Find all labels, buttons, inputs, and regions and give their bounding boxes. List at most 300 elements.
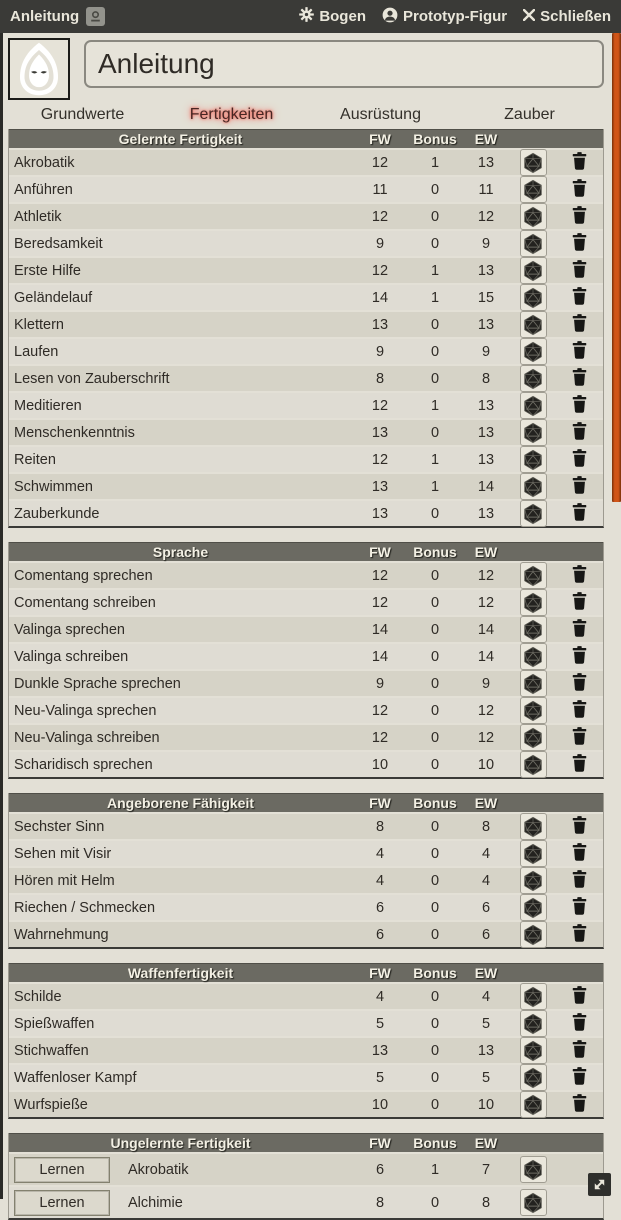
delete-skill-button[interactable] [572, 1040, 587, 1058]
roll-dice-button[interactable] [520, 1189, 547, 1216]
skill-ew-value: 8 [462, 1195, 510, 1211]
roll-dice-button[interactable] [520, 670, 547, 697]
column-header-ew: EW [462, 965, 510, 981]
roll-dice-button[interactable] [520, 894, 547, 921]
trash-icon [572, 368, 587, 386]
d20-dice-icon [522, 314, 544, 336]
skill-bonus-value: 0 [408, 846, 462, 862]
trash-icon [572, 206, 587, 224]
roll-dice-button[interactable] [520, 338, 547, 365]
skill-ew-value: 13 [462, 1043, 510, 1059]
trash-icon [572, 179, 587, 197]
roll-dice-button[interactable] [520, 1064, 547, 1091]
d20-dice-icon [522, 700, 544, 722]
roll-dice-button[interactable] [520, 203, 547, 230]
delete-skill-button[interactable] [572, 816, 587, 834]
delete-skill-button[interactable] [572, 673, 587, 691]
close-icon [523, 8, 535, 25]
tab-ausruestung[interactable]: Ausrüstung [306, 104, 455, 126]
skill-ew-value: 10 [462, 757, 510, 773]
delete-skill-button[interactable] [572, 152, 587, 170]
skill-fw-value: 9 [352, 676, 408, 692]
roll-dice-button[interactable] [520, 983, 547, 1010]
skill-row [9, 841, 603, 866]
skill-ew-value: 4 [462, 846, 510, 862]
column-header-bonus: Bonus [408, 131, 462, 147]
d20-dice-icon [522, 422, 544, 444]
skill-name: Hören mit Helm [14, 873, 115, 889]
skill-fw-value: 12 [352, 568, 408, 584]
skill-row [9, 231, 603, 256]
delete-skill-button[interactable] [572, 395, 587, 413]
skill-fw-value: 4 [352, 989, 408, 1005]
delete-skill-button[interactable] [572, 619, 587, 637]
sheet-button-label: Bogen [319, 8, 366, 25]
delete-skill-button[interactable] [572, 646, 587, 664]
d20-dice-icon [522, 986, 544, 1008]
column-header-fw: FW [352, 795, 408, 811]
skill-fw-value: 12 [352, 263, 408, 279]
roll-dice-button[interactable] [520, 230, 547, 257]
skill-ew-value: 8 [462, 371, 510, 387]
roll-dice-button[interactable] [520, 867, 547, 894]
skill-fw-value: 4 [352, 846, 408, 862]
delete-skill-button[interactable] [572, 476, 587, 494]
skill-name: Neu-Valinga sprechen [14, 703, 156, 719]
skill-row [9, 339, 603, 364]
delete-skill-button[interactable] [572, 233, 587, 251]
column-header-bonus: Bonus [408, 795, 462, 811]
skill-row [9, 814, 603, 839]
skill-bonus-value: 1 [408, 479, 462, 495]
skill-ew-value: 12 [462, 703, 510, 719]
character-select-button[interactable] [382, 7, 507, 27]
delete-skill-button[interactable] [572, 924, 587, 942]
d20-dice-icon [522, 449, 544, 471]
skill-fw-value: 5 [352, 1070, 408, 1086]
sheet-content [0, 33, 621, 1220]
d20-dice-icon [522, 152, 544, 174]
skill-name: Sechster Sinn [14, 819, 104, 835]
d20-dice-icon [522, 1094, 544, 1116]
column-header-fw: FW [352, 965, 408, 981]
window-left-border [0, 33, 3, 1199]
column-header-ew: EW [462, 131, 510, 147]
d20-dice-icon [522, 727, 544, 749]
roll-dice-button[interactable] [520, 365, 547, 392]
roll-dice-button[interactable] [520, 616, 547, 643]
skill-section [8, 542, 604, 779]
skill-bonus-value: 0 [408, 425, 462, 441]
d20-dice-icon [522, 287, 544, 309]
skill-ew-value: 12 [462, 595, 510, 611]
skill-fw-value: 12 [352, 452, 408, 468]
trash-icon [572, 700, 587, 718]
skill-row [9, 366, 603, 391]
sheet-settings-button[interactable] [299, 7, 366, 26]
skill-fw-value: 14 [352, 622, 408, 638]
skill-bonus-value: 0 [408, 209, 462, 225]
d20-dice-icon [522, 233, 544, 255]
skill-fw-value: 12 [352, 155, 408, 171]
skill-name: Wahrnehmung [14, 927, 109, 943]
skill-section [8, 793, 604, 949]
window-title: Anleitung [10, 8, 79, 25]
skill-ew-value: 9 [462, 676, 510, 692]
skill-fw-value: 14 [352, 649, 408, 665]
skill-row [9, 725, 603, 750]
column-header-bonus: Bonus [408, 544, 462, 560]
skill-name: Athletik [14, 209, 62, 225]
skill-row [9, 752, 603, 777]
skill-bonus-value: 0 [408, 595, 462, 611]
skill-fw-value: 9 [352, 236, 408, 252]
skill-name: Neu-Valinga schreiben [14, 730, 160, 746]
skill-row [9, 1038, 603, 1063]
skill-row [9, 393, 603, 418]
skill-row [9, 922, 603, 947]
character-sheet-badge-icon [86, 7, 105, 26]
skill-fw-value: 13 [352, 506, 408, 522]
skill-ew-value: 4 [462, 873, 510, 889]
skill-ew-value: 13 [462, 452, 510, 468]
skill-ew-value: 13 [462, 398, 510, 414]
trash-icon [572, 1013, 587, 1031]
skill-row [9, 671, 603, 696]
roll-dice-button[interactable] [520, 176, 547, 203]
trash-icon [572, 395, 587, 413]
d20-dice-icon [522, 341, 544, 363]
skill-bonus-value: 0 [408, 927, 462, 943]
trash-icon [572, 1040, 587, 1058]
skill-ew-value: 8 [462, 819, 510, 835]
trash-icon [572, 754, 587, 772]
roll-dice-button[interactable] [520, 284, 547, 311]
skill-fw-value: 6 [352, 927, 408, 943]
roll-dice-button[interactable] [520, 589, 547, 616]
d20-dice-icon [522, 1192, 544, 1214]
delete-skill-button[interactable] [572, 870, 587, 888]
close-button[interactable] [523, 8, 611, 25]
skill-name: Comentang sprechen [14, 568, 153, 584]
skill-name: Riechen / Schmecken [14, 900, 155, 916]
roll-dice-button[interactable] [520, 446, 547, 473]
roll-dice-button[interactable] [520, 562, 547, 589]
skill-row [9, 984, 603, 1009]
delete-skill-button[interactable] [572, 1013, 587, 1031]
column-header-bonus: Bonus [408, 1135, 462, 1151]
skill-bonus-value: 0 [408, 649, 462, 665]
roll-dice-button[interactable] [520, 1037, 547, 1064]
delete-skill-button[interactable] [572, 986, 587, 1004]
skill-bonus-value: 0 [408, 568, 462, 584]
skill-bonus-value: 0 [408, 989, 462, 1005]
skill-name: Spießwaffen [14, 1016, 94, 1032]
roll-dice-button[interactable] [520, 813, 547, 840]
skill-ew-value: 5 [462, 1070, 510, 1086]
skill-row [9, 1154, 603, 1185]
roll-dice-button[interactable] [520, 643, 547, 670]
skill-row [9, 258, 603, 283]
delete-skill-button[interactable] [572, 565, 587, 583]
section-title: Sprache [9, 544, 352, 560]
d20-dice-icon [522, 592, 544, 614]
trash-icon [572, 260, 587, 278]
skill-bonus-value: 0 [408, 676, 462, 692]
delete-skill-button[interactable] [572, 1094, 587, 1112]
d20-dice-icon [522, 816, 544, 838]
skill-name: Valinga sprechen [14, 622, 125, 638]
skill-row [9, 1065, 603, 1090]
skill-name: Comentang schreiben [14, 595, 156, 611]
skill-bonus-value: 0 [408, 371, 462, 387]
skill-fw-value: 14 [352, 290, 408, 306]
skill-bonus-value: 1 [408, 263, 462, 279]
skill-fw-value: 8 [352, 819, 408, 835]
d20-dice-icon [522, 646, 544, 668]
skill-row [9, 1011, 603, 1036]
skill-name: Reiten [14, 452, 56, 468]
delete-skill-button[interactable] [572, 287, 587, 305]
delete-skill-button[interactable] [572, 503, 587, 521]
skill-ew-value: 15 [462, 290, 510, 306]
skill-row [9, 312, 603, 337]
roll-dice-button[interactable] [520, 1156, 547, 1183]
roll-dice-button[interactable] [520, 1010, 547, 1037]
skill-fw-value: 12 [352, 398, 408, 414]
roll-dice-button[interactable] [520, 500, 547, 527]
skill-fw-value: 9 [352, 344, 408, 360]
column-header-bonus: Bonus [408, 965, 462, 981]
skill-bonus-value: 0 [408, 182, 462, 198]
skill-fw-value: 10 [352, 1097, 408, 1113]
resize-handle-icon[interactable] [588, 1173, 611, 1196]
skill-fw-value: 4 [352, 873, 408, 889]
d20-dice-icon [522, 924, 544, 946]
trash-icon [572, 619, 587, 637]
column-header-ew: EW [462, 544, 510, 560]
roll-dice-button[interactable] [520, 751, 547, 778]
skill-name: Anführen [14, 182, 73, 198]
skill-ew-value: 10 [462, 1097, 510, 1113]
skill-bonus-value: 0 [408, 317, 462, 333]
roll-dice-button[interactable] [520, 257, 547, 284]
skill-fw-value: 8 [352, 1195, 408, 1211]
learn-skill-button[interactable]: Lernen [14, 1157, 110, 1183]
skill-bonus-value: 0 [408, 1070, 462, 1086]
skill-ew-value: 11 [462, 182, 510, 198]
skill-fw-value: 6 [352, 900, 408, 916]
skill-name: Scharidisch sprechen [14, 757, 153, 773]
skill-fw-value: 12 [352, 209, 408, 225]
roll-dice-button[interactable] [520, 840, 547, 867]
trash-icon [572, 449, 587, 467]
skill-bonus-value: 0 [408, 622, 462, 638]
skill-row [9, 590, 603, 615]
roll-dice-button[interactable] [520, 724, 547, 751]
delete-skill-button[interactable] [572, 422, 587, 440]
delete-skill-button[interactable] [572, 843, 587, 861]
roll-dice-button[interactable] [520, 311, 547, 338]
trash-icon [572, 233, 587, 251]
character-name-input[interactable] [84, 40, 604, 88]
skill-sections [8, 129, 604, 1220]
skill-ew-value: 6 [462, 927, 510, 943]
skill-bonus-value: 1 [408, 398, 462, 414]
skill-section [8, 129, 604, 528]
skill-bonus-value: 1 [408, 155, 462, 171]
delete-skill-button[interactable] [572, 700, 587, 718]
skill-name: Meditieren [14, 398, 82, 414]
skill-ew-value: 4 [462, 989, 510, 1005]
delete-skill-button[interactable] [572, 754, 587, 772]
skill-row [9, 1187, 603, 1218]
d20-dice-icon [522, 395, 544, 417]
title-bar [0, 0, 621, 33]
skill-row [9, 868, 603, 893]
d20-dice-icon [522, 260, 544, 282]
skill-ew-value: 12 [462, 730, 510, 746]
column-header-fw: FW [352, 1135, 408, 1151]
delete-skill-button[interactable] [572, 314, 587, 332]
skill-bonus-value: 0 [408, 1043, 462, 1059]
delete-skill-button[interactable] [572, 449, 587, 467]
skill-name: Klettern [14, 317, 64, 333]
trash-icon [572, 341, 587, 359]
skill-ew-value: 13 [462, 506, 510, 522]
skill-bonus-value: 0 [408, 236, 462, 252]
d20-dice-icon [522, 565, 544, 587]
d20-dice-icon [522, 476, 544, 498]
skill-row [9, 474, 603, 499]
trash-icon [572, 1067, 587, 1085]
skill-name: Akrobatik [128, 1162, 188, 1178]
skill-name: Lesen von Zauberschrift [14, 371, 170, 387]
skill-name: Geländelauf [14, 290, 92, 306]
roll-dice-button[interactable] [520, 419, 547, 446]
delete-skill-button[interactable] [572, 206, 587, 224]
skill-name: Beredsamkeit [14, 236, 103, 252]
skill-row [9, 204, 603, 229]
trash-icon [572, 1094, 587, 1112]
d20-dice-icon [522, 503, 544, 525]
d20-dice-icon [522, 897, 544, 919]
trash-icon [572, 727, 587, 745]
skill-bonus-value: 1 [408, 1162, 462, 1178]
skill-bonus-value: 0 [408, 873, 462, 889]
tab-fertigkeiten[interactable]: Fertigkeiten [157, 104, 306, 126]
section-header [9, 129, 603, 148]
d20-dice-icon [522, 1013, 544, 1035]
skill-row [9, 698, 603, 723]
skill-section [8, 963, 604, 1119]
delete-skill-button[interactable] [572, 260, 587, 278]
skill-name: Valinga schreiben [14, 649, 128, 665]
roll-dice-button[interactable] [520, 392, 547, 419]
d20-dice-icon [522, 206, 544, 228]
section-header [9, 542, 603, 561]
skill-ew-value: 7 [462, 1162, 510, 1178]
skill-name: Sehen mit Visir [14, 846, 111, 862]
tab-grundwerte[interactable]: Grundwerte [8, 104, 157, 126]
skill-fw-value: 12 [352, 703, 408, 719]
section-header [9, 963, 603, 982]
delete-skill-button[interactable] [572, 727, 587, 745]
skill-bonus-value: 0 [408, 900, 462, 916]
skill-name: Dunkle Sprache sprechen [14, 676, 181, 692]
trash-icon [572, 843, 587, 861]
trash-icon [572, 314, 587, 332]
skill-ew-value: 5 [462, 1016, 510, 1032]
skill-row [9, 420, 603, 445]
skill-row [9, 150, 603, 175]
trash-icon [572, 897, 587, 915]
skill-ew-value: 9 [462, 236, 510, 252]
d20-dice-icon [522, 754, 544, 776]
character-avatar[interactable] [8, 38, 70, 100]
delete-skill-button[interactable] [572, 897, 587, 915]
scrollbar-thumb[interactable] [612, 33, 621, 502]
skill-ew-value: 14 [462, 622, 510, 638]
trash-icon [572, 924, 587, 942]
d20-dice-icon [522, 1040, 544, 1062]
tab-zauber[interactable]: Zauber [455, 104, 604, 126]
d20-dice-icon [522, 673, 544, 695]
skill-bonus-value: 0 [408, 1016, 462, 1032]
skill-name: Schilde [14, 989, 62, 1005]
delete-skill-button[interactable] [572, 179, 587, 197]
delete-skill-button[interactable] [572, 368, 587, 386]
delete-skill-button[interactable] [572, 1067, 587, 1085]
skill-bonus-value: 0 [408, 730, 462, 746]
gear-icon [299, 7, 314, 26]
skill-fw-value: 5 [352, 1016, 408, 1032]
skill-ew-value: 6 [462, 900, 510, 916]
skill-ew-value: 12 [462, 209, 510, 225]
roll-dice-button[interactable] [520, 149, 547, 176]
skill-bonus-value: 0 [408, 506, 462, 522]
trash-icon [572, 476, 587, 494]
roll-dice-button[interactable] [520, 697, 547, 724]
trash-icon [572, 816, 587, 834]
skill-bonus-value: 0 [408, 1097, 462, 1113]
roll-dice-button[interactable] [520, 473, 547, 500]
skill-fw-value: 13 [352, 317, 408, 333]
roll-dice-button[interactable] [520, 1091, 547, 1118]
delete-skill-button[interactable] [572, 341, 587, 359]
skill-name: Waffenloser Kampf [14, 1070, 137, 1086]
skill-fw-value: 8 [352, 371, 408, 387]
skill-name: Wurfspieße [14, 1097, 88, 1113]
trash-icon [572, 503, 587, 521]
skill-fw-value: 13 [352, 479, 408, 495]
trash-icon [572, 422, 587, 440]
skill-ew-value: 13 [462, 317, 510, 333]
skill-row [9, 285, 603, 310]
delete-skill-button[interactable] [572, 592, 587, 610]
skill-ew-value: 14 [462, 479, 510, 495]
column-header-fw: FW [352, 131, 408, 147]
close-button-label: Schließen [540, 8, 611, 25]
roll-dice-button[interactable] [520, 921, 547, 948]
learn-skill-button[interactable]: Lernen [14, 1190, 110, 1216]
skill-name: Alchimie [128, 1195, 183, 1211]
skill-bonus-value: 0 [408, 757, 462, 773]
skill-fw-value: 6 [352, 1162, 408, 1178]
skill-row [9, 644, 603, 669]
section-header [9, 793, 603, 812]
skill-ew-value: 12 [462, 568, 510, 584]
